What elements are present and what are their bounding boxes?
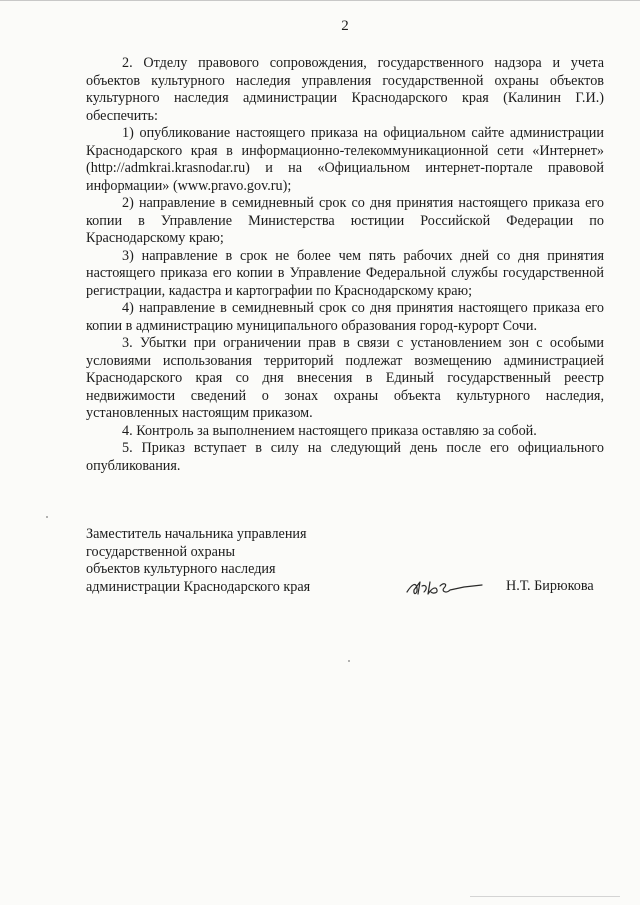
signatory-name: Н.Т. Бирюкова [506, 578, 594, 594]
paragraph-2-item-4: 4) направление в семидневный срок со дня принятия настоящего приказа его копии в администрацию муниципального образования город-курорт Сочи. [86, 300, 604, 334]
page-number: 2 [341, 18, 349, 34]
signatory-title-line: администрации Краснодарского края [86, 578, 311, 595]
paragraph-2: 2. Отделу правового сопровождения, государственного надзора и учета объектов культурного наследия управления государственной охраны объектов культурного наследия администрации Краснодарского края (Калинин Г.И.) обеспечить: [86, 55, 604, 124]
scan-speck [46, 516, 48, 518]
scan-edge-noise [470, 896, 620, 897]
handwritten-signature [404, 576, 484, 600]
signatory-title-line: объектов культурного наследия [86, 561, 276, 577]
signatory-title-line: Заместитель начальника управления [86, 526, 307, 542]
signatory-title-line: государственной охраны [86, 543, 236, 560]
scan-speck [348, 660, 350, 662]
signature-block [86, 526, 606, 606]
paragraph-2-item-3: 3) направление в срок не более чем пять рабочих дней со дня принятия настоящего приказа его копии в Управление Федеральной службы государственной регистрации, кадастра и картографии по Краснодарскому краю; [86, 247, 604, 299]
signatory-title [86, 526, 346, 596]
document-body [86, 55, 604, 475]
paragraph-2-item-1: 1) опубликование настоящего приказа на официальном сайте администрации Краснодарского края в информационно-телекоммуникационной сети «Интернет» (http://admkrai.krasnodar.ru) и на «Официальном интернет-портале правовой информации» (www.pravo.gov.ru); [86, 125, 604, 194]
paragraph-5: 5. Приказ вступает в силу на следующий день после его официального опубликования. [86, 440, 604, 474]
paragraph-2-item-2: 2) направление в семидневный срок со дня принятия настоящего приказа его копии в Управление Министерства юстиции Российской Федерации по Краснодарскому краю; [86, 195, 604, 246]
paragraph-4: 4. Контроль за выполнением настоящего приказа оставляю за собой. [122, 422, 537, 439]
page-top-edge [0, 0, 640, 1]
paragraph-3: 3. Убытки при ограничении прав в связи с установлением зон с особыми условиями использования территорий подлежат возмещению администрацией Краснодарского края со дня внесения в Единый государственный реестр недвижимости сведений о зонах охраны объекта культурного наследия, установленных настоящим приказом. [86, 335, 604, 421]
